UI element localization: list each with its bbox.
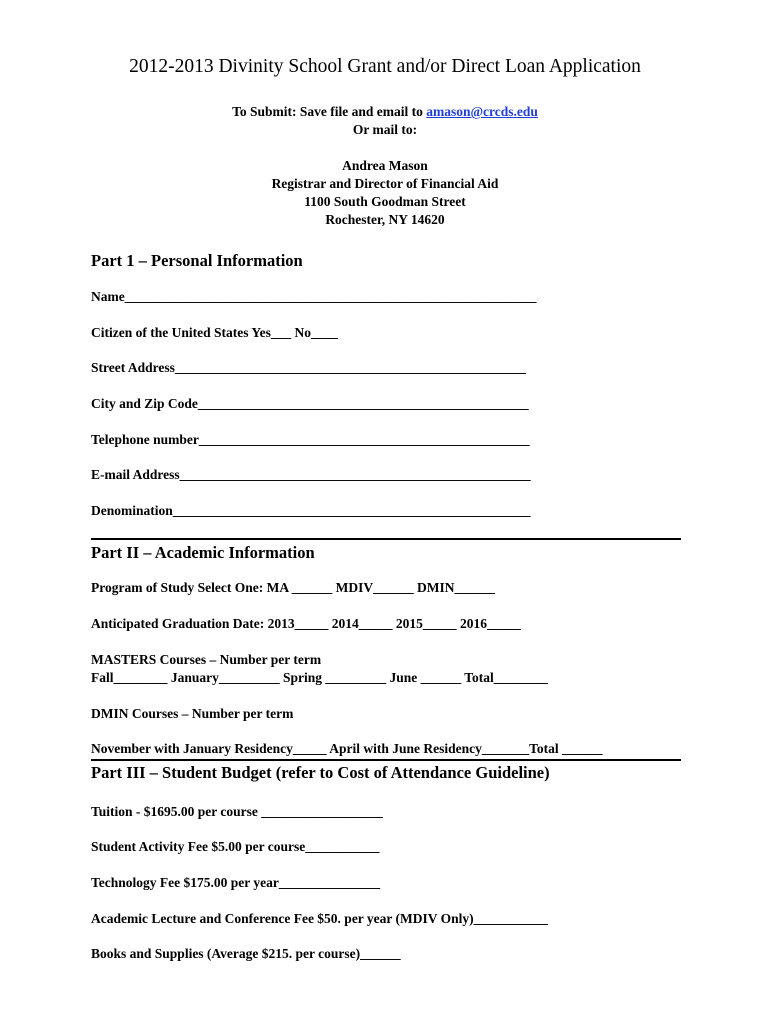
books-supplies-field[interactable]: Books and Supplies (Average $215. per course)______ (91, 946, 401, 961)
graduation-date-field[interactable]: Anticipated Graduation Date: 2013_____ 2014_____ 2015_____ 2016_____ (91, 616, 521, 631)
dmin-terms-field[interactable]: November with January Residency_____ April with June Residency_______Total ______ (91, 741, 603, 756)
address-line-city: Rochester, NY 14620 (325, 212, 445, 227)
city-zip-field[interactable]: City and Zip Code_________________________________________________ (91, 396, 529, 411)
technology-fee-field[interactable]: Technology Fee $175.00 per year_______________ (91, 875, 381, 890)
telephone-field[interactable]: Telephone number_________________________________________________ (91, 432, 530, 447)
submit-instructions (0, 104, 770, 120)
dmin-courses-heading: DMIN Courses – Number per term (91, 706, 294, 721)
part3-heading: Part III – Student Budget (refer to Cost of Attendance Guideline) (91, 763, 550, 782)
masters-courses-heading: MASTERS Courses – Number per term (91, 652, 322, 667)
denomination-field[interactable]: Denomination_____________________________________________________ (91, 503, 531, 518)
masters-terms-field[interactable]: Fall________ January_________ Spring _________ June ______ Total________ (91, 670, 548, 685)
part1-heading: Part 1 – Personal Information (91, 251, 303, 270)
lecture-fee-field[interactable]: Academic Lecture and Conference Fee $50. per year (MDIV Only)___________ (91, 911, 548, 926)
section-divider (91, 759, 681, 761)
address-line-title: Registrar and Director of Financial Aid (271, 176, 499, 191)
submit-email-link[interactable]: amason@crcds.edu (426, 104, 538, 119)
submit-prefix: To Submit: Save file and email to (232, 104, 427, 119)
part2-heading: Part II – Academic Information (91, 543, 315, 562)
form-title: 2012-2013 Divinity School Grant and/or Direct Loan Application (129, 56, 641, 77)
citizenship-field[interactable]: Citizen of the United States Yes___ No____ (91, 325, 338, 340)
section-divider (91, 538, 681, 540)
tuition-field[interactable]: Tuition - $1695.00 per course __________________ (91, 804, 383, 819)
name-field[interactable]: Name_____________________________________________________________ (91, 289, 537, 304)
address-line-street: 1100 South Goodman Street (304, 194, 466, 209)
email-field[interactable]: E-mail Address____________________________________________________ (91, 467, 531, 482)
activity-fee-field[interactable]: Student Activity Fee $5.00 per course___________ (91, 839, 380, 854)
program-of-study-field[interactable]: Program of Study Select One: MA ______ MDIV______ DMIN______ (91, 580, 495, 595)
address-line-name: Andrea Mason (342, 158, 428, 173)
street-address-field[interactable]: Street Address____________________________________________________ (91, 360, 526, 375)
or-mail-text: Or mail to: (352, 122, 418, 137)
